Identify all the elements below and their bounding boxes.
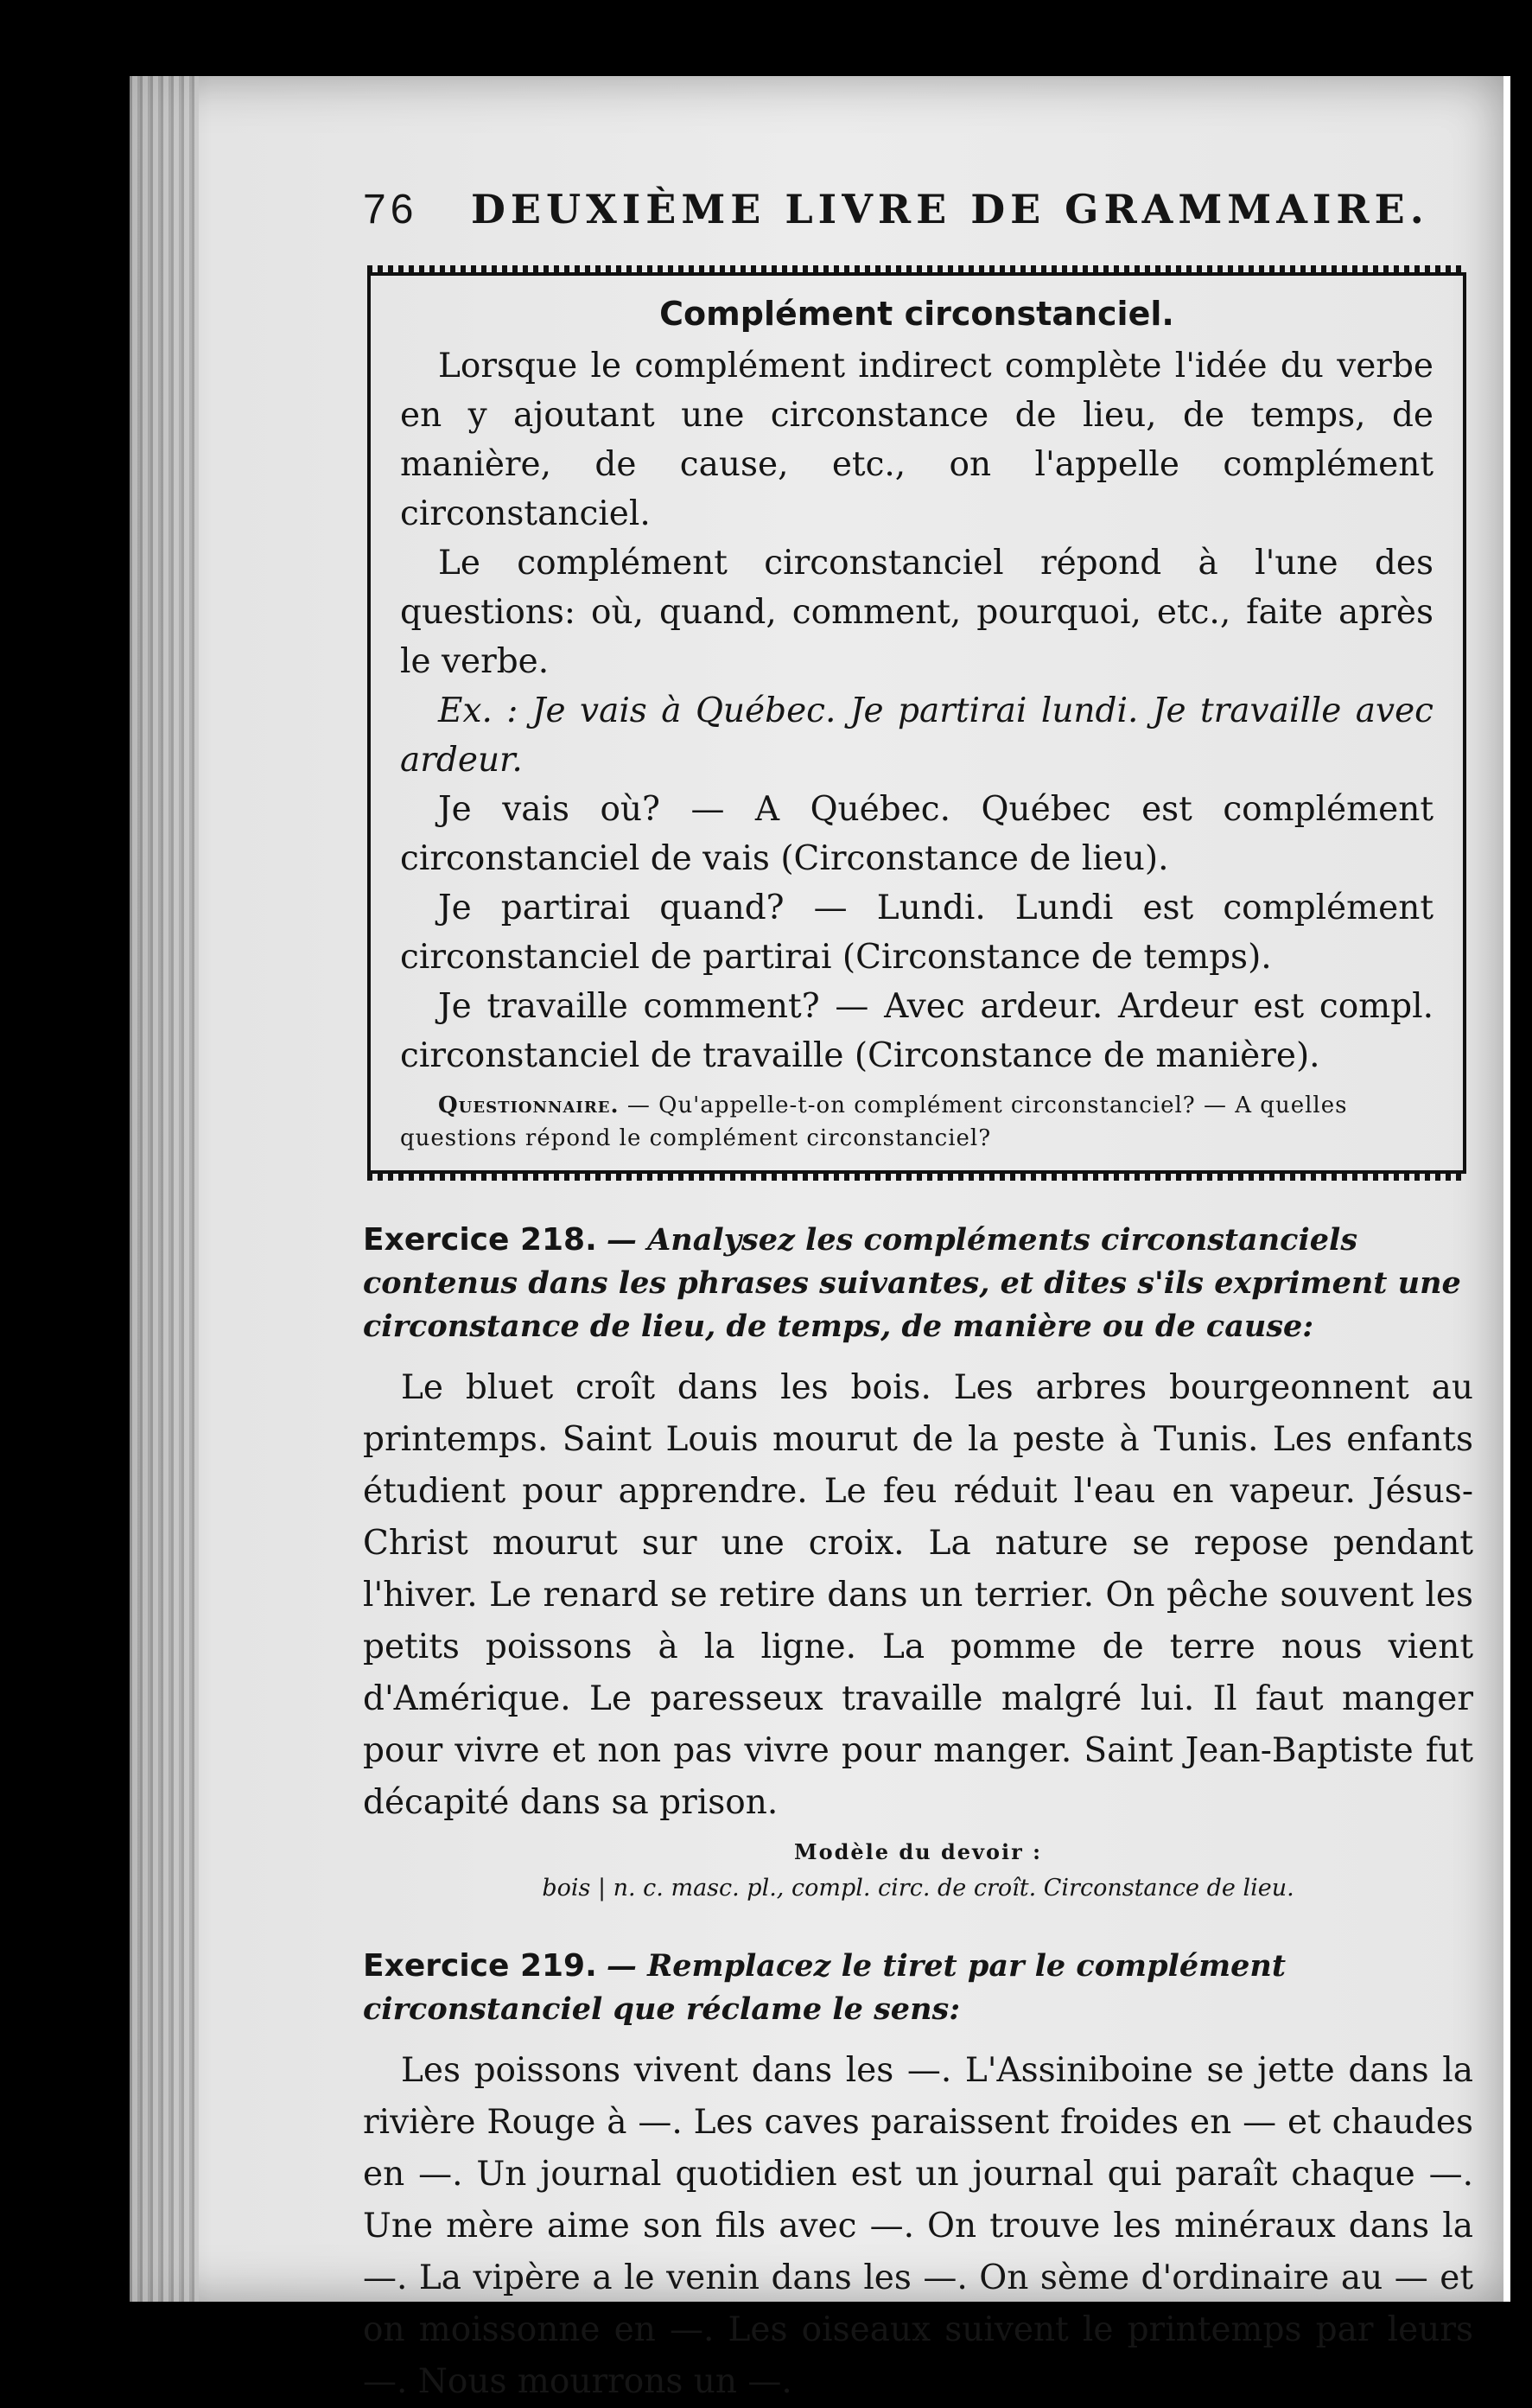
rule-paragraph-maniere: Je travaille comment? — Avec ardeur. Ardeur est compl. circonstanciel de travaille (Circonstance de manière). <box>400 987 1433 1075</box>
page-number: 76 <box>363 187 418 233</box>
questionnaire-label: Questionnaire. <box>438 1093 620 1118</box>
exercise-218-instruction: — Analysez les compléments circonstanciels contenus dans les phrases suivantes, et dites s'ils expriment une circonstance de lieu, de temps, de manière ou de cause: <box>363 1222 1461 1344</box>
exercise-218-head <box>363 1219 1473 1348</box>
exercise-218-title: Exercice 218. <box>363 1222 597 1258</box>
rule-paragraph-questions: Le complément circonstanciel répond à l'une des questions: où, quand, comment, pourquoi, etc., faite après le verbe. <box>400 544 1433 681</box>
rule-box <box>367 272 1466 1174</box>
exercise-218-body: Le bluet croît dans les bois. Les arbres bourgeonnent au printemps. Saint Louis mourut de la peste à Tunis. Les enfants étudient pour apprendre. Le feu réduit l'eau en vapeur. Jésus-Christ mourut sur une croix. La nature se repose pendant l'hiver. Le renard se retire dans un terrier. On pêche souvent les petits poissons à la ligne. La pomme de terre nous vient d'Amérique. Le paresseux travaille malgré lui. Il faut manger pour vivre et non pas vivre pour manger. Saint Jean-Baptiste fut décapité dans sa prison. <box>363 1368 1473 1822</box>
exercise-219 <box>363 1945 1473 2408</box>
rule-paragraph-definition: Lorsque le complément indirect complète l'idée du verbe en y ajoutant une circonstance de lieu, de temps, de manière, de cause, etc., on l'appelle complément circonstanciel. <box>400 347 1433 533</box>
rule-heading: Complément circonstanciel. <box>659 295 1174 333</box>
model-line: bois | n. c. masc. pl., compl. circ. de croît. Circonstance de lieu. <box>542 1875 1294 1902</box>
questionnaire-text: — Qu'appelle-t-on complément circonstanciel? — A quelles questions répond le complément circonstanciel? <box>400 1093 1348 1151</box>
page-edges <box>130 76 199 2302</box>
exercise-219-instruction: — Remplacez le tiret par le complément circonstanciel que réclame le sens: <box>363 1948 1287 2027</box>
exercise-219-head <box>363 1945 1473 2031</box>
exercise-218 <box>363 1219 1473 1902</box>
running-title: DEUXIÈME LIVRE DE GRAMMAIRE. <box>471 186 1429 233</box>
rule-paragraph-examples: Ex. : Je vais à Québec. Je partirai lundi. Je travaille avec ardeur. <box>400 691 1433 780</box>
exercise-219-body: Les poissons vivent dans les —. L'Assiniboine se jette dans la rivière Rouge à —. Les caves paraissent froides en — et chaudes en —. Un journal quotidien est un journal qui paraît chaque —. Une mère aime son fils avec —. On trouve les minéraux dans la —. La vipère a le venin dans les —. On sème d'ordinaire au — et on moissonne en —. Les oiseaux suivent le printemps par leurs —. Nous mourrons un —. <box>363 2051 1473 2401</box>
page-right-edge <box>1503 76 1510 2302</box>
rule-paragraph-temps: Je partirai quand? — Lundi. Lundi est complément circonstanciel de partirai (Circonstance de temps). <box>400 889 1433 977</box>
rule-paragraph-lieu: Je vais où? — A Québec. Québec est complément circonstanciel de vais (Circonstance de lieu). <box>400 790 1433 878</box>
model-label: Modèle du devoir : <box>794 1839 1042 1864</box>
page-content <box>363 186 1473 2408</box>
questionnaire <box>400 1089 1433 1155</box>
exercise-219-title: Exercice 219. <box>363 1948 597 1984</box>
running-head <box>363 186 1473 255</box>
